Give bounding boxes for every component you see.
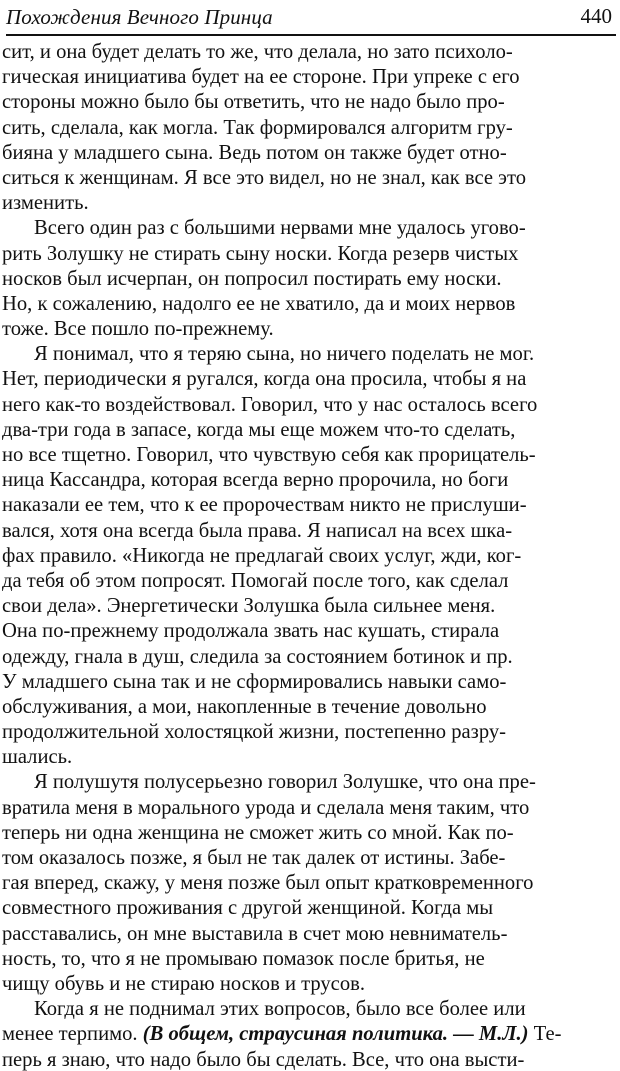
text-line <box>2 972 620 997</box>
text-line-content: два-три года в запасе, когда мы еще можем что-то сделать, <box>2 418 516 441</box>
text-line-content: да тебя об этом попросят. Помогай после того, как сделал <box>2 569 509 592</box>
text-line-content: изменить. <box>2 192 89 215</box>
text-line-content: сить, сделала, как могла. Так формировался алгоритм гру- <box>2 116 513 139</box>
text-line-content: сит, и она будет делать то же, что делала, но зато психоло- <box>2 41 513 63</box>
text-line-content: Всего один раз с большими нервами мне удалось угово- <box>34 217 526 240</box>
text-line <box>2 871 620 896</box>
text-line <box>2 141 620 166</box>
text-line <box>2 166 620 191</box>
text-line <box>2 1048 620 1071</box>
running-title: Похождения Вечного Принца <box>6 5 273 29</box>
text-line <box>2 796 620 821</box>
text-line <box>2 569 620 594</box>
text-line <box>2 116 620 141</box>
text-line-content: теперь ни одна женщина не сможет жить со мной. Как по- <box>2 821 514 844</box>
text-line <box>2 519 620 544</box>
text-line-content: стороны можно было бы ответить, что не надо было про- <box>2 91 505 114</box>
text-line-content: обслуживания, а мои, накопленные в течение довольно <box>2 695 487 718</box>
text-line <box>2 216 620 241</box>
text-line-content: перь я знаю, что надо было бы сделать. Все, что она высти- <box>2 1048 525 1071</box>
text-line <box>2 594 620 619</box>
text-line-content: вался, хотя она всегда была права. Я написал на всех шка- <box>2 519 513 542</box>
text-line <box>2 1022 620 1047</box>
text-line-content: Нет, периодически я ругался, когда она просила, чтобы я на <box>2 368 527 391</box>
text-line <box>2 720 620 745</box>
text-line <box>2 292 620 317</box>
text-line <box>2 770 620 795</box>
text-line-content: наказали ее тем, что к ее пророчествам никто не прислуши- <box>2 494 527 517</box>
text-line-content: ница Кассандра, которая всегда верно пророчила, но боги <box>2 469 509 492</box>
text-line-content: У младшего сына так и не сформировались навыки само- <box>2 670 507 693</box>
text-line-content: тоже. Все пошло по-прежнему. <box>2 318 274 341</box>
text-line <box>2 317 620 342</box>
text-line <box>2 418 620 443</box>
text-line <box>2 468 620 493</box>
text-line-content: Она по-прежнему продолжала звать нас кушать, стирала <box>2 620 500 643</box>
text-line <box>2 493 620 518</box>
text-line <box>2 745 620 770</box>
text-line <box>2 40 620 65</box>
text-line-content: рить Золушку не стирать сыну носки. Когда резерв чистых <box>2 242 519 265</box>
text-line <box>2 645 620 670</box>
text-line-content: носков был исчерпан, он попросил постирать ему носки. <box>2 267 502 290</box>
text-line-content: Но, к сожалению, надолго ее не хватило, да и моих нервов <box>2 292 516 315</box>
page-body-text <box>2 40 620 1071</box>
text-line-content: Когда я не поднимал этих вопросов, было все более или <box>34 998 526 1021</box>
text-line <box>2 90 620 115</box>
text-line-content: менее терпимо. <box>2 1023 143 1046</box>
text-line-content: Я понимал, что я теряю сына, но ничего поделать не мог. <box>34 343 535 366</box>
text-line-content: чищу обувь и не стираю носков и трусов. <box>2 972 365 995</box>
text-line <box>2 922 620 947</box>
text-line <box>2 619 620 644</box>
text-line-content: него как-то воздействовал. Говорил, что у нас осталось всего <box>2 393 538 416</box>
text-line-content: шались. <box>2 746 73 769</box>
text-line-content: гая вперед, скажу, у меня позже был опыт кратковременного <box>2 872 534 895</box>
text-line-content: продолжительной холостяцкой жизни, постепенно разру- <box>2 721 506 744</box>
text-line-content: фах правило. «Никогда не предлагай своих услуг, жди, ког- <box>2 544 522 567</box>
running-header <box>6 0 616 36</box>
text-line-content: том оказалось позже, я был не так далек от истины. Забе- <box>2 847 506 869</box>
text-line-tail: Те- <box>528 1023 562 1046</box>
text-line-content: вратила меня в морального урода и сделала меня таким, что <box>2 796 530 819</box>
text-line <box>2 242 620 267</box>
text-line <box>2 65 620 90</box>
text-line <box>2 342 620 367</box>
text-line <box>2 443 620 468</box>
text-line-content: совместного проживания с другой женщиной. Когда мы <box>2 897 494 920</box>
text-line-content: Я полушутя полусерьезно говорил Золушке, что она пре- <box>34 771 536 794</box>
text-line-content: ность, то, что я не промываю помазок после бритья, не <box>2 947 485 970</box>
text-line <box>2 947 620 972</box>
text-line-content: но все тщетно. Говорил, что чувствую себя как прорицатель- <box>2 444 536 466</box>
text-line <box>2 367 620 392</box>
text-line <box>2 191 620 216</box>
page-number: 440 <box>580 4 612 28</box>
text-line <box>2 393 620 418</box>
text-line-content: расставались, он мне выставила в счет мою невниматель- <box>2 922 508 945</box>
text-line-content: гическая инициатива будет на ее стороне. При упреке с его <box>2 66 520 89</box>
text-line <box>2 821 620 846</box>
text-line-content: одежду, гнала в душ, следила за состоянием ботинок и пр. <box>2 645 513 668</box>
text-line <box>2 846 620 871</box>
text-line <box>2 997 620 1022</box>
text-line-content: бияна у младшего сына. Ведь потом он также будет отно- <box>2 141 507 164</box>
text-line <box>2 896 620 921</box>
text-line-content: свои дела». Энергетически Золушка была сильнее меня. <box>2 595 496 618</box>
text-line-content: ситься к женщинам. Я все это видел, но не знал, как все это <box>2 166 527 189</box>
text-line <box>2 695 620 720</box>
text-line <box>2 670 620 695</box>
text-line <box>2 544 620 569</box>
text-line <box>2 267 620 292</box>
editor-note: (В общем, страусиная политика. — М.Л.) <box>142 1023 529 1046</box>
